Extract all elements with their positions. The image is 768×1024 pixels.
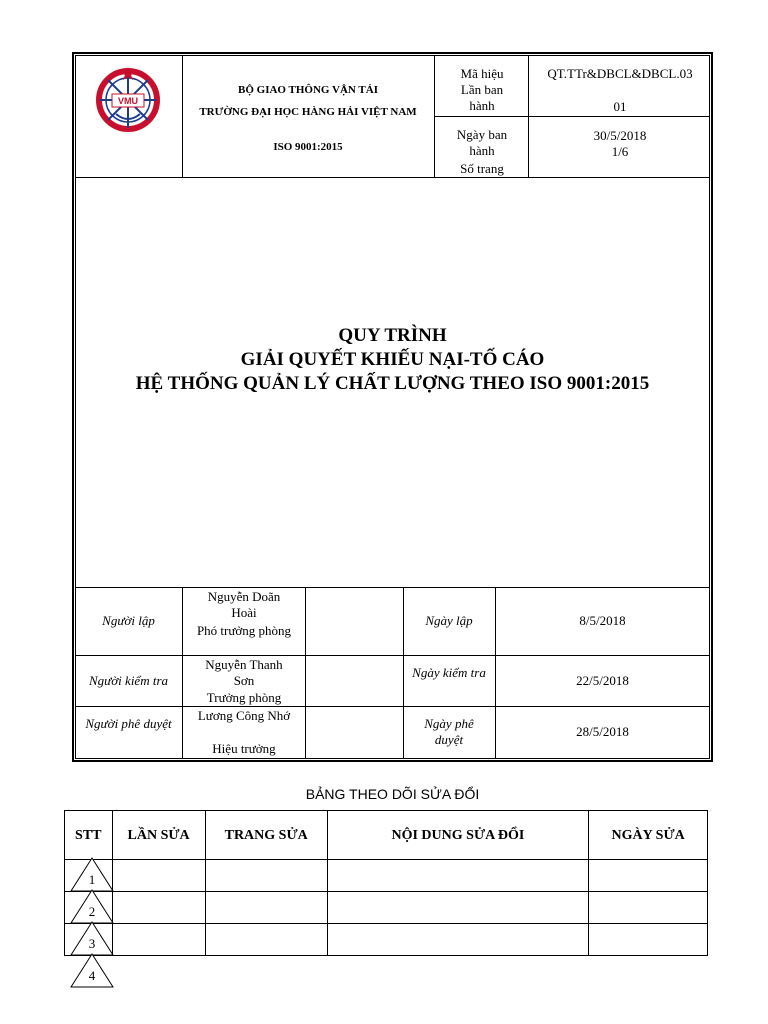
ministry-name: BỘ GIAO THÔNG VẬN TẢI <box>238 84 378 96</box>
pages-label: Số trang <box>460 161 504 176</box>
header-col-divider-1 <box>182 55 183 177</box>
revision-table <box>64 810 708 956</box>
approval-row-line-2 <box>75 706 710 707</box>
logo-text: VMU <box>118 96 138 106</box>
approval-top-line <box>75 587 710 588</box>
prepared-date: 8/5/2018 <box>579 613 626 628</box>
svg-text:2: 2 <box>88 904 96 919</box>
prepared-by-role: Người lập <box>102 613 155 628</box>
document-code: QT.TTr&DBCL&DBCL.03 <box>547 66 693 81</box>
approved-by-role: Người phê duyệt <box>85 716 172 731</box>
revision-marker-2 <box>70 889 114 925</box>
checked-date-label: Ngày kiểm tra <box>412 665 486 680</box>
approved-date: 28/5/2018 <box>576 724 629 739</box>
revision-marker-3 <box>70 921 114 957</box>
university-name: TRƯỜNG ĐẠI HỌC HÀNG HẢI VIỆT NAM <box>199 106 417 118</box>
revision-marker-1 <box>70 857 114 893</box>
iso-standard: ISO 9001:2015 <box>273 141 343 153</box>
svg-text:3: 3 <box>88 936 96 951</box>
col-stt: STT <box>65 811 113 860</box>
approved-date-label: Ngày phê duyệt <box>424 716 474 747</box>
approval-row-line-1 <box>75 655 710 656</box>
vmu-logo <box>88 64 168 134</box>
col-revision-no: LẦN SỬA <box>112 811 205 860</box>
edition-label: Lần ban hành <box>460 82 504 113</box>
title-line-2: GIẢI QUYẾT KHIẾU NẠI-TỐ CÁO <box>240 349 545 370</box>
document-frame-inner <box>75 55 710 759</box>
col-date: NGÀY SỬA <box>589 811 708 860</box>
code-label: Mã hiệu <box>460 66 504 81</box>
revision-heading: BẢNG THEO DÕI SỬA ĐỔI <box>305 786 480 802</box>
prepared-by-position: Phó trưởng phòng <box>196 623 292 638</box>
table-row <box>65 892 708 924</box>
svg-text:4: 4 <box>88 968 96 983</box>
title-line-1: QUY TRÌNH <box>338 325 447 346</box>
approval-col-1 <box>182 587 183 759</box>
table-row <box>65 860 708 892</box>
table-row <box>65 924 708 956</box>
checked-by-name: Nguyễn Thanh Sơn <box>205 657 283 688</box>
checked-date: 22/5/2018 <box>576 673 629 688</box>
header-row-divider <box>434 116 710 117</box>
pages-value: 1/6 <box>611 144 629 159</box>
checked-by-position: Trưởng phòng <box>206 690 282 705</box>
col-page: TRANG SỬA <box>205 811 327 860</box>
svg-text:1: 1 <box>88 872 96 887</box>
approved-by-name: Lương Công Nhớ <box>197 708 291 723</box>
approved-by-position: Hiệu trưởng <box>212 741 276 756</box>
prepared-by-name: Nguyễn Doãn Hoài <box>207 589 281 620</box>
issue-date-value: 30/5/2018 <box>593 128 647 143</box>
title-line-3: HỆ THỐNG QUẢN LÝ CHẤT LƯỢNG THEO ISO 9001:2015 <box>135 373 650 394</box>
approval-col-2 <box>305 587 306 759</box>
col-content: NỘI DUNG SỬA ĐỔI <box>327 811 588 860</box>
revision-header-row <box>65 811 708 860</box>
prepared-date-label: Ngày lập <box>425 613 473 628</box>
header-divider <box>75 177 710 178</box>
checked-by-role: Người kiểm tra <box>88 673 169 688</box>
edition-value: 01 <box>613 99 627 114</box>
revision-marker-4 <box>70 953 114 989</box>
issue-date-label: Ngày ban hành <box>456 127 508 158</box>
